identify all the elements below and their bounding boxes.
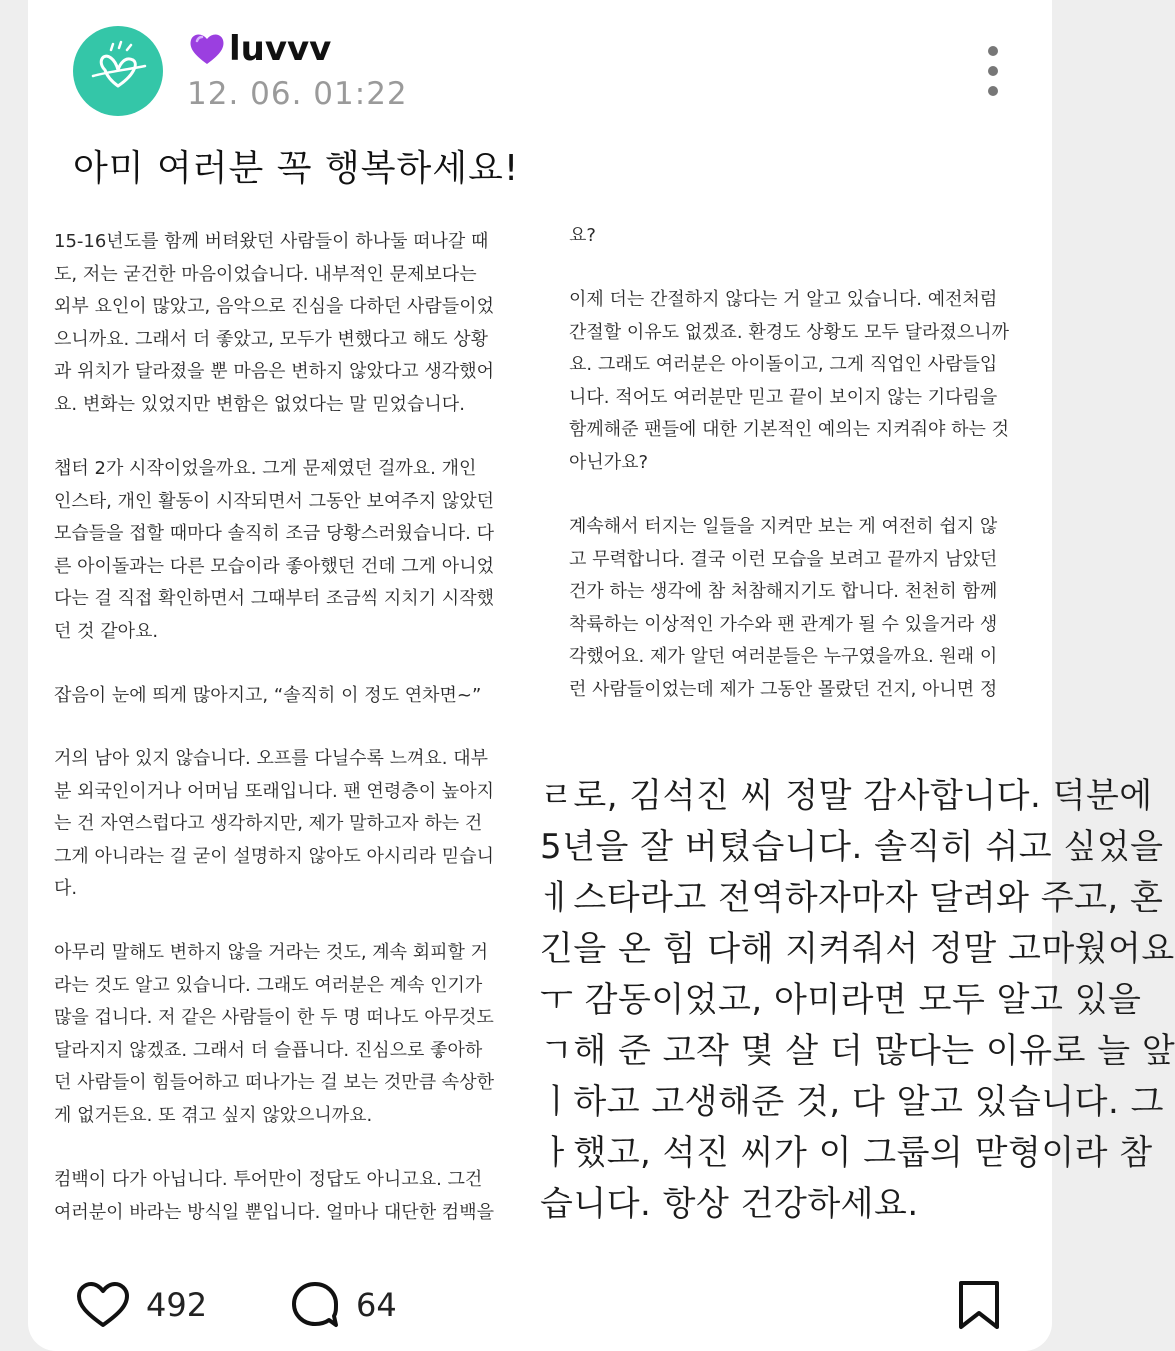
username-text: luvvv <box>229 29 332 69</box>
text-line: 각했어요. 제가 알던 여러분들은 누구였을까요. 원래 이 <box>569 646 998 667</box>
text-line: 던 사람들이 힘들어하고 떠나가는 걸 보는 것만큼 속상한 <box>54 1072 494 1093</box>
left-text-image <box>38 210 538 1242</box>
text-line: 분 외국인이거나 어머님 또래입니다. 팬 연령층이 높아지 <box>54 780 494 802</box>
more-vertical-icon <box>988 46 998 56</box>
zoomed-line: 긴을 온 힘 다해 지켜줘서 정말 고마웠어요 <box>540 929 1175 969</box>
text-line: 른 아이돌과는 다른 모습이라 좋아했던 건데 그게 아니었 <box>54 555 494 577</box>
text-line: 으니까요. 그래서 더 좋았고, 모두가 변했다고 해도 상황 <box>54 328 489 350</box>
right-text-image <box>553 218 1038 728</box>
bookmark-icon <box>956 1279 1002 1331</box>
text-line: 요? <box>569 225 596 246</box>
left-paragraph-4 <box>54 743 514 906</box>
text-line: 많을 겁니다. 저 같은 사람들이 한 두 명 떠나도 아무것도 <box>54 1007 494 1028</box>
text-line: 다는 걸 직접 확인하면서 그때부터 조금씩 지치기 시작했 <box>54 588 494 609</box>
text-line: 착륙하는 이상적인 가수와 팬 관계가 될 수 있을거라 생 <box>569 613 998 635</box>
text-line: 그게 아니라는 걸 굳이 설명하지 않아도 아시리라 믿습니 <box>54 845 494 867</box>
text-line: 컴백이 다가 아닙니다. 투어만이 정답도 아니고요. 그건 <box>54 1169 483 1190</box>
text-line: 잡음이 눈에 띄게 많아지고, “솔직히 이 정도 연차면~” <box>54 685 482 706</box>
text-line: 15-16년도를 함께 버텨왔던 사람들이 하나둘 떠나갈 때 <box>54 231 489 252</box>
avatar-logo-icon <box>87 40 149 102</box>
text-line: 아무리 말해도 변하지 않을 거라는 것도, 계속 회피할 거 <box>54 942 489 963</box>
text-line: 도, 저는 굳건한 마음이었습니다. 내부적인 문제보다는 <box>54 263 477 285</box>
text-line: 여러분이 바라는 방식일 뿐입니다. 얼마나 대단한 컴백을 <box>54 1201 494 1223</box>
text-line: 아닌가요? <box>569 451 649 473</box>
text-line: 던 것 같아요. <box>54 620 159 642</box>
heart-outline-icon <box>76 1281 130 1329</box>
text-line: 인스타, 개인 활동이 시작되면서 그동안 보여주지 않았던 <box>54 490 494 512</box>
left-paragraph-2 <box>54 453 514 648</box>
comment-count: 64 <box>356 1286 397 1324</box>
text-line: 외부 요인이 많았고, 음악으로 진심을 다하던 사람들이었 <box>54 296 494 317</box>
left-paragraph-3 <box>54 680 514 716</box>
text-line: 모습들을 접할 때마다 솔직히 조금 당황스러웠습니다. 다 <box>54 523 494 544</box>
text-line: 니다. 적어도 여러분만 믿고 끝이 보이지 않는 기다림을 <box>569 386 998 408</box>
zoomed-line: ㄹ로, 김석진 씨 정말 감사합니다. 덕분에 <box>540 776 1153 816</box>
more-dot <box>988 86 998 96</box>
text-line: 챕터 2가 시작이었을까요. 그게 문제였던 걸까요. 개인 <box>54 458 477 479</box>
bookmark-button[interactable] <box>956 1270 1002 1340</box>
text-line: 고 무력합니다. 결국 이런 모습을 보려고 끝까지 남았던 <box>569 548 998 570</box>
comment-bubble-icon <box>290 1280 340 1330</box>
zoomed-text-image <box>540 760 1175 1230</box>
left-paragraph-5 <box>54 937 514 1132</box>
post-title: 아미 여러분 꼭 행복하세요! <box>73 148 520 189</box>
right-paragraph-1 <box>569 220 1029 253</box>
post-timestamp: 12. 06. 01:22 <box>187 76 408 112</box>
left-paragraph-1 <box>54 226 514 421</box>
zoomed-line: 5년을 잘 버텼습니다. 솔직히 쉬고 싶었을 <box>540 827 1164 867</box>
text-line: 건가 하는 생각에 참 처참해지기도 합니다. 천천히 함께 <box>569 581 998 602</box>
text-line: 게 없거든요. 또 겪고 싶지 않았으니까요. <box>54 1104 373 1126</box>
text-line: 요. 변화는 있었지만 변함은 없었다는 말 믿었습니다. <box>54 393 465 415</box>
right-paragraph-3 <box>569 511 1029 706</box>
like-button[interactable] <box>76 1270 207 1340</box>
zoomed-line: 습니다. 항상 건강하세요. <box>540 1184 919 1224</box>
left-paragraph-6 <box>54 1164 514 1229</box>
zoomed-line: ㅣ하고 고생해준 것, 다 알고 있습니다. 그 <box>540 1082 1164 1122</box>
text-line: 런 사람들이었는데 제가 그동안 몰랐던 건지, 아니면 정 <box>569 678 998 700</box>
zoomed-line: ㅜ 감동이었고, 아미라면 모두 알고 있을 <box>540 980 1142 1020</box>
text-line: 과 위치가 달라졌을 뿐 마음은 변하지 않았다고 생각했어 <box>54 361 494 382</box>
zoomed-line: ㄱ해 준 고작 몇 살 더 많다는 이유로 늘 앞 <box>540 1031 1175 1071</box>
like-count: 492 <box>146 1286 208 1324</box>
text-line: 간절할 이유도 없겠죠. 환경도 상황도 모두 달라졌으니까 <box>569 321 1009 343</box>
more-options-button[interactable] <box>972 46 1014 96</box>
post-action-bar <box>0 1270 1080 1340</box>
comment-button[interactable] <box>290 1270 397 1340</box>
avatar[interactable] <box>73 26 163 116</box>
text-line: 계속해서 터지는 일들을 지켜만 보는 게 여전히 쉽지 않 <box>569 516 998 537</box>
text-line: 달라지지 않겠죠. 그래서 더 슬픕니다. 진심으로 좋아하 <box>54 1039 483 1061</box>
text-line: 라는 것도 알고 있습니다. 그래도 여러분은 계속 인기가 <box>54 974 483 996</box>
text-line: 거의 남아 있지 않습니다. 오프를 다닐수록 느껴요. 대부 <box>54 748 489 769</box>
text-line: 는 건 자연스럽다고 생각하지만, 제가 말하고자 하는 건 <box>54 813 483 834</box>
zoomed-line: ㅏ했고, 석진 씨가 이 그룹의 맏형이라 참 <box>540 1133 1153 1173</box>
text-line: 함께해준 팬들에 대한 기본적인 예의는 지켜줘야 하는 것 <box>569 419 1009 440</box>
username[interactable] <box>187 26 331 72</box>
more-dot <box>988 66 998 76</box>
right-paragraph-2 <box>569 284 1029 479</box>
zoomed-line: ㅔ스타라고 전역하자마자 달려와 주고, 혼 <box>540 878 1164 918</box>
text-line: 요. 그래도 여러분은 아이돌이고, 그게 직업인 사람들입 <box>569 354 998 375</box>
purple-heart-icon <box>187 29 227 69</box>
text-line: 이제 더는 간절하지 않다는 거 알고 있습니다. 예전처럼 <box>569 289 998 310</box>
text-line: 다. <box>54 878 78 899</box>
